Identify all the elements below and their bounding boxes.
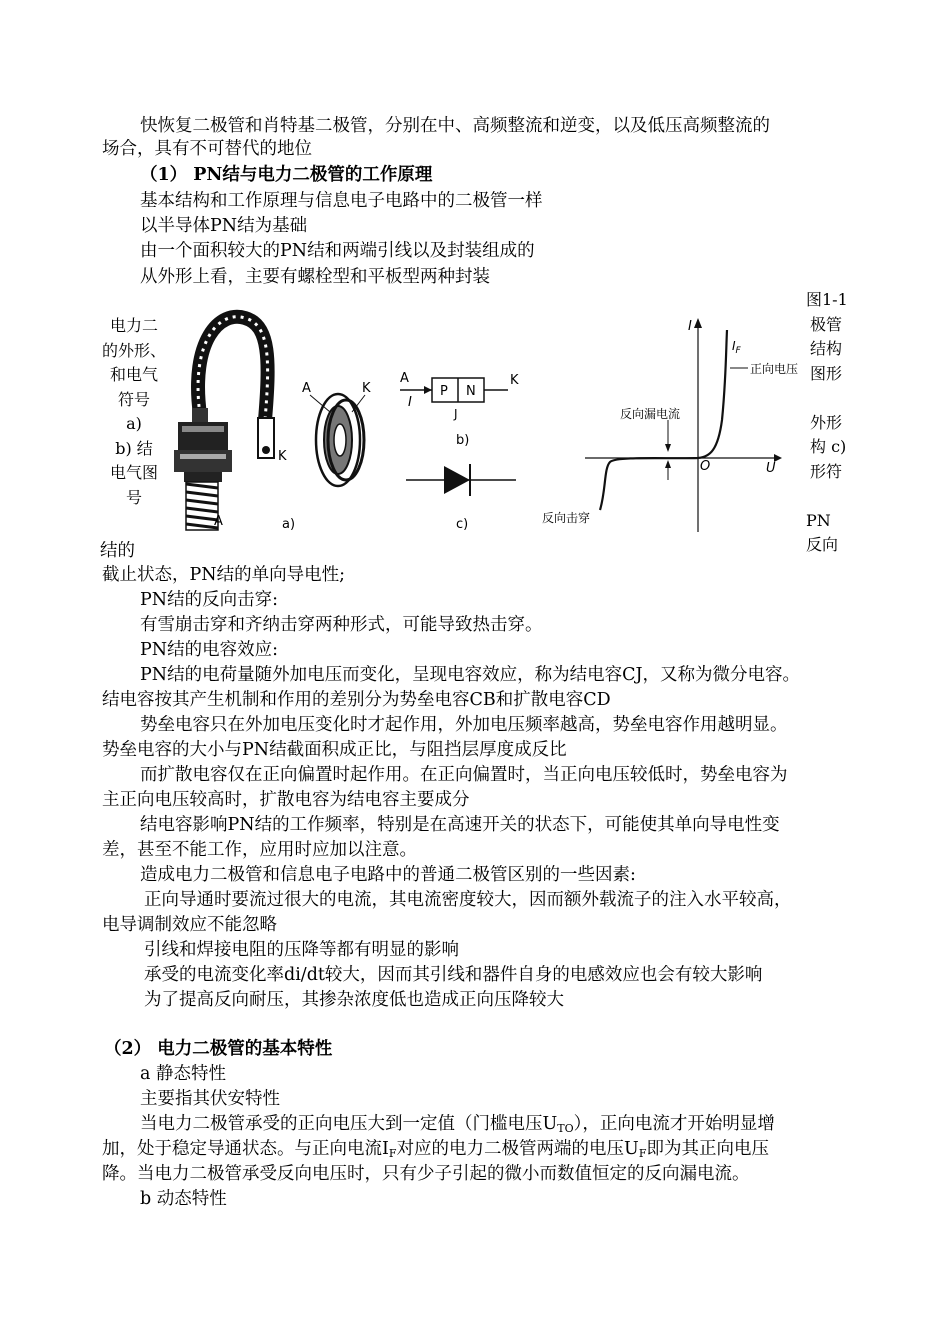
section-1-line: 基本结构和工作原理与信息电子电路中的二极管一样 xyxy=(140,191,543,211)
section-1-line: 从外形上看，主要有螺栓型和平板型两种封装 xyxy=(140,267,490,287)
label-n-region: N xyxy=(466,384,476,399)
body-line: 势垒电容的大小与PN结截面积成正比，与阻挡层厚度成反比 xyxy=(102,740,567,760)
body-line: 电导调制效应不能忽略 xyxy=(102,915,277,935)
body-line: PN结的电容效应: xyxy=(140,640,278,660)
diode-figure xyxy=(170,300,810,540)
section-2-paragraph-line-1: 当电力二极管承受的正向电压大到一定值（门槛电压$U_{TO}$），正向电流才开始明显增 xyxy=(140,1114,775,1135)
caption-bottom-left: 结的 xyxy=(100,541,135,561)
iv-axis-i: I xyxy=(688,319,692,334)
body-line: 为了提高反向耐压，其掺杂浓度低也造成正向压降较大 xyxy=(144,990,564,1010)
section-2-heading: （2） 电力二极管的基本特性 xyxy=(104,1039,333,1059)
section-2-b: b 动态特性 xyxy=(140,1189,227,1209)
iv-origin: O xyxy=(700,459,711,474)
figure-caption-left: 电力二 的外形、 和电气 符号 a) b) 结 电气图 号 xyxy=(101,316,166,507)
intro-line-1: 快恢复二极管和肖特基二极管，分别在中、高频整流和逆变，以及低压高频整流的 xyxy=(140,116,770,136)
section-1-line: 由一个面积较大的PN结和两端引线以及封装组成的 xyxy=(140,241,535,261)
section-2-paragraph-line-3: 降。当电力二极管承受反向电压时，只有少子引起的微小而数值恒定的反向漏电流。 xyxy=(102,1164,750,1184)
label-current-b: I xyxy=(408,395,412,410)
iv-forward-voltage-label: 正向电压 xyxy=(750,362,799,376)
pn-structure-drawing xyxy=(400,371,519,448)
body-line: 差，甚至不能工作，应用时应加以注意。 xyxy=(102,840,417,860)
body-line: 结电容影响PN结的工作频率，特别是在高速开关的状态下，可能使其单向导电性变 xyxy=(140,815,780,835)
body-line: 造成电力二极管和信息电子电路中的普通二极管区别的一些因素: xyxy=(140,865,636,885)
iv-axis-u: U xyxy=(766,461,776,476)
subfigure-a-label: a) xyxy=(282,517,296,532)
body-line: 势垒电容只在外加电压变化时才起作用，外加电压频率越高，势垒电容作用越明显。 xyxy=(140,715,788,735)
section-2-paragraph-line-2: 加，处于稳定导通状态。与正向电流$I_F$对应的电力二极管两端的电压$U_F$即为其正向电压 xyxy=(102,1139,769,1160)
label-cathode-b: K xyxy=(510,373,519,388)
body-line: 截止状态，PN结的单向导电性; xyxy=(102,565,345,585)
body-line: 而扩散电容仅在正向偏置时起作用。在正向偏置时，当正向电压较低时，势垒电容为 xyxy=(140,765,788,785)
iv-if-label: $I_F$ xyxy=(732,339,741,356)
body-line: 主正向电压较高时，扩散电容为结电容主要成分 xyxy=(102,790,470,810)
body-line: PN结的电荷量随外加电压而变化，呈现电容效应，称为结电容CJ，又称为微分电容。 xyxy=(140,665,800,685)
label-p-region: P xyxy=(440,384,448,399)
iv-reverse-breakdown-label: 反向击穿 xyxy=(542,511,591,525)
body-line: 承受的电流变化率di/dt较大，因而其引线和器件自身的电感效应也会有较大影响 xyxy=(144,965,763,985)
figure-caption-right: 图1-1 极管 结构 图形 外形 构 c) 形符 PN 反向 xyxy=(806,290,848,554)
section-2-main: 主要指其伏安特性 xyxy=(140,1089,280,1109)
body-line: 有雪崩击穿和齐纳击穿两种形式，可能导致热击穿。 xyxy=(140,615,543,635)
label-cathode-a: K xyxy=(278,449,287,464)
iv-reverse-leakage-label: 反向漏电流 xyxy=(620,407,681,421)
subfigure-c-label: c) xyxy=(456,517,469,532)
section-1-heading: （1） PN结与电力二极管的工作原理 xyxy=(140,165,433,185)
stud-diode-drawing xyxy=(174,317,295,532)
label-anode-a: A xyxy=(214,514,223,529)
label-anode-disk: A xyxy=(302,381,311,396)
section-1-line: 以半导体PN结为基础 xyxy=(140,216,308,236)
intro-line-2: 场合，具有不可替代的地位 xyxy=(102,139,312,159)
body-line: 正向导通时要流过很大的电流，其电流密度较大，因而额外载流子的注入水平较高， xyxy=(144,890,792,910)
label-junction: J xyxy=(454,407,458,421)
body-line: 引线和焊接电阻的压降等都有明显的影响 xyxy=(144,940,459,960)
body-line: PN结的反向击穿: xyxy=(140,590,278,610)
body-line: 结电容按其产生机制和作用的差别分为势垒电容CB和扩散电容CD xyxy=(102,690,611,710)
subfigure-b-label: b) xyxy=(456,433,470,448)
section-2-a: a 静态特性 xyxy=(140,1064,226,1084)
diode-symbol xyxy=(406,464,516,532)
iv-characteristic xyxy=(542,318,798,532)
label-cathode-disk: K xyxy=(362,381,371,396)
disk-diode-drawing xyxy=(302,381,371,486)
label-anode-b: A xyxy=(400,371,409,386)
